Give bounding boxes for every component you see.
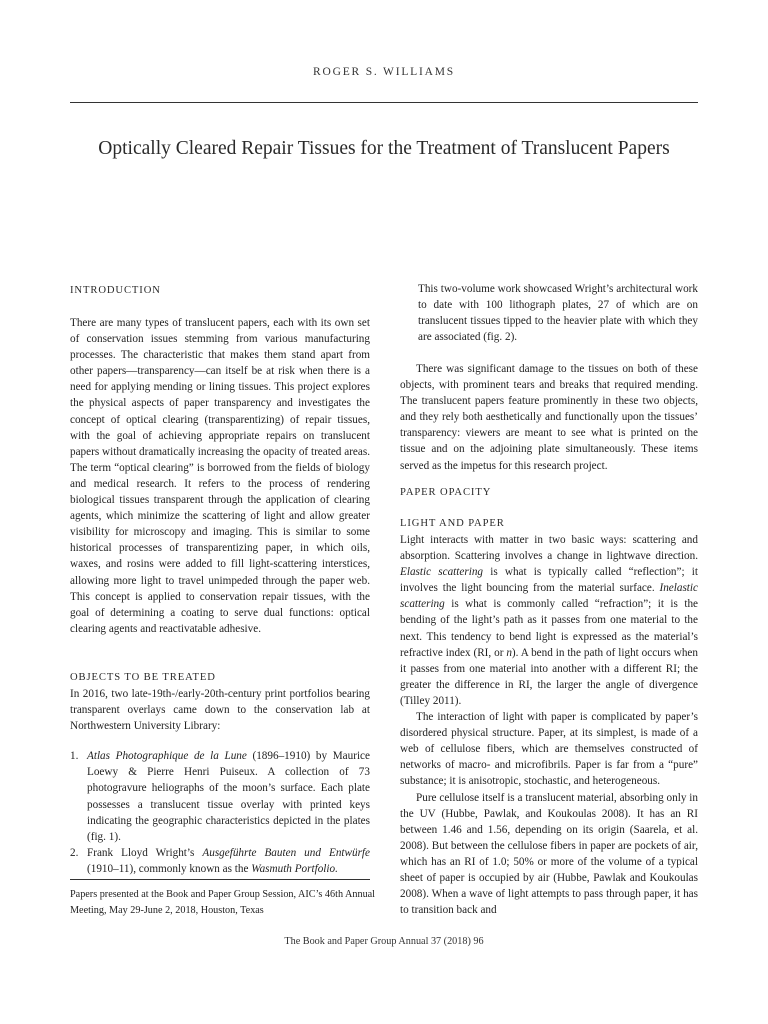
header-rule: [70, 102, 698, 103]
term-inelastic-scattering: Inelastic scattering: [400, 582, 698, 611]
footnote: Papers presented at the Book and Paper Group Session, AIC’s 46th Annual Meeting, May 29-June 2, 2018, Houston, Texas: [70, 889, 376, 916]
list-item: [70, 748, 370, 845]
item-text: (1896–1910) by Maurice Loewy & Pierre Henri Puiseux. A collection of 73 photogravure heliographs of the moon’s surface. Each plate possesses a translucent tissue overlay with printed keys indicating the geographic characteristics depicted in the plates (fig. 1).: [87, 750, 370, 843]
heading-introduction: INTRODUCTION: [70, 285, 161, 296]
text-run: ). A bend in the path of light occurs when it passes from one material into another with a different RI; the greater the difference in RI, the larger the angle of divergence (Tilley 2011).: [400, 646, 698, 707]
objects-section: [70, 686, 370, 877]
introduction-text: There are many types of translucent papers, each with its own set of conservation issues stemming from various manufacturing processes. The characteristic that makes them stand apart from other papers—transparency—can itself be at risk when there is a need for applying mending or lining tissues. This project explores the physical aspects of paper transparency and investigates the concept of optical clearing (transparentizing) of repair tissues, with the goal of achieving appropriate repairs on translucent papers without dramatically increasing the opacity of treated areas. The term “optical clearing” is borrowed from the fields of biology and medical research. It refers to the process of rendering biological tissues transparent through the application of clearing agents, which minimize the scattering of light and allow greater visibility for microscopy and imaging. This is similar to some historical processes of transparentizing paper, in which oils, waxes, and rosins were added to fill light-scattering interstices, allowing more light to travel unimpeded through the paper web. This concept is applied to conservation repair tissues, with the goal of determining a coating to serve dual functions: optical clearing agents and reactivatable adhesive.: [70, 317, 370, 635]
heading-light-and-paper: LIGHT AND PAPER: [400, 518, 505, 529]
damage-paragraph: There was significant damage to the tissues on both of these objects, with prominent tears and breaks that required mending. The translucent papers feature prominently in these two objects, and they rely both aesthetically and functionally upon the tissues’ transparency: viewers are meant to see what is printed on the tissue and on the adjoining plate simultaneously. These items served as the impetus for this research project.: [400, 363, 698, 472]
item-text: (1910–11), commonly known as the: [87, 862, 252, 875]
page-footer: The Book and Paper Group Annual 37 (2018) 96: [284, 936, 484, 947]
item-text: Frank Lloyd Wright’s: [87, 846, 203, 859]
term-n: n: [506, 646, 512, 659]
item-title: Ausgeführte Bauten und Entwürfe: [202, 846, 370, 859]
objects-list: [70, 748, 370, 877]
heading-paper-opacity: PAPER OPACITY: [400, 487, 492, 498]
light-and-paper-section: [400, 532, 698, 918]
term-elastic-scattering: Elastic scattering: [400, 566, 484, 579]
item-title: Atlas Photographique de la Lune: [87, 750, 247, 763]
light-paragraph-2: The interaction of light with paper is complicated by paper’s disordered physical structure. Paper, at its simplest, is made of a web of cellulose fibers, which are themselves constructed of networks of macro- and microfibrils. Paper is far from a “pure” substance; it is anisotropic, stochastic, and heterogeneous.: [400, 711, 698, 788]
light-paragraph-1: [400, 532, 698, 709]
heading-objects-to-be-treated: OBJECTS TO BE TREATED: [70, 672, 216, 683]
objects-paragraph: In 2016, two late-19th-/early-20th-century print portfolios bearing transparent overlays came down to the conservation lab at Northwestern University Library:: [70, 688, 370, 733]
list-number: 2.: [70, 846, 79, 859]
list-number: 1.: [70, 750, 79, 763]
text-run: Light interacts with matter in two basic ways: scattering and absorption. Scattering involves a change in lightwave direction.: [400, 534, 698, 563]
introduction-paragraph: [70, 315, 370, 637]
footnote-rule: [70, 879, 370, 880]
continued-list-text: This two-volume work showcased Wright’s architectural work to date with 100 lithograph plates, 27 of which are on translucent tissues tipped to the heavier plate with which they are associated (fig. 2).: [418, 283, 698, 344]
text-run: is what is commonly called “refraction”; it is the bending of the light’s path as it passes from one material to the next. This tendency to bend light is expressed as the material’s refractive index (RI, or: [400, 598, 698, 659]
article-title: Optically Cleared Repair Tissues for the Treatment of Translucent Papers: [98, 138, 670, 159]
running-head-author: ROGER S. WILLIAMS: [313, 66, 455, 78]
list-item: [70, 845, 370, 877]
light-paragraph-3: Pure cellulose itself is a translucent material, absorbing only in the UV (Hubbe, Pawlak, and Koukoulas 2008). It has an RI between 1.46 and 1.56, depending on its origin (Saarela, et al. 2008). But between the cellulose fibers in paper are pockets of air, which has an RI of 1.0; 50% or more of the volume of a typical sheet of paper is occupied by air (Hubbe, Pawlak and Koukoulas 2008). When a wave of light attempts to pass through paper, it has to transition back and: [400, 791, 698, 917]
text-run: is what is typically called “reflection”; it involves the light bouncing from the material surface.: [400, 566, 698, 595]
item-title: Wasmuth Portfolio.: [251, 862, 338, 875]
